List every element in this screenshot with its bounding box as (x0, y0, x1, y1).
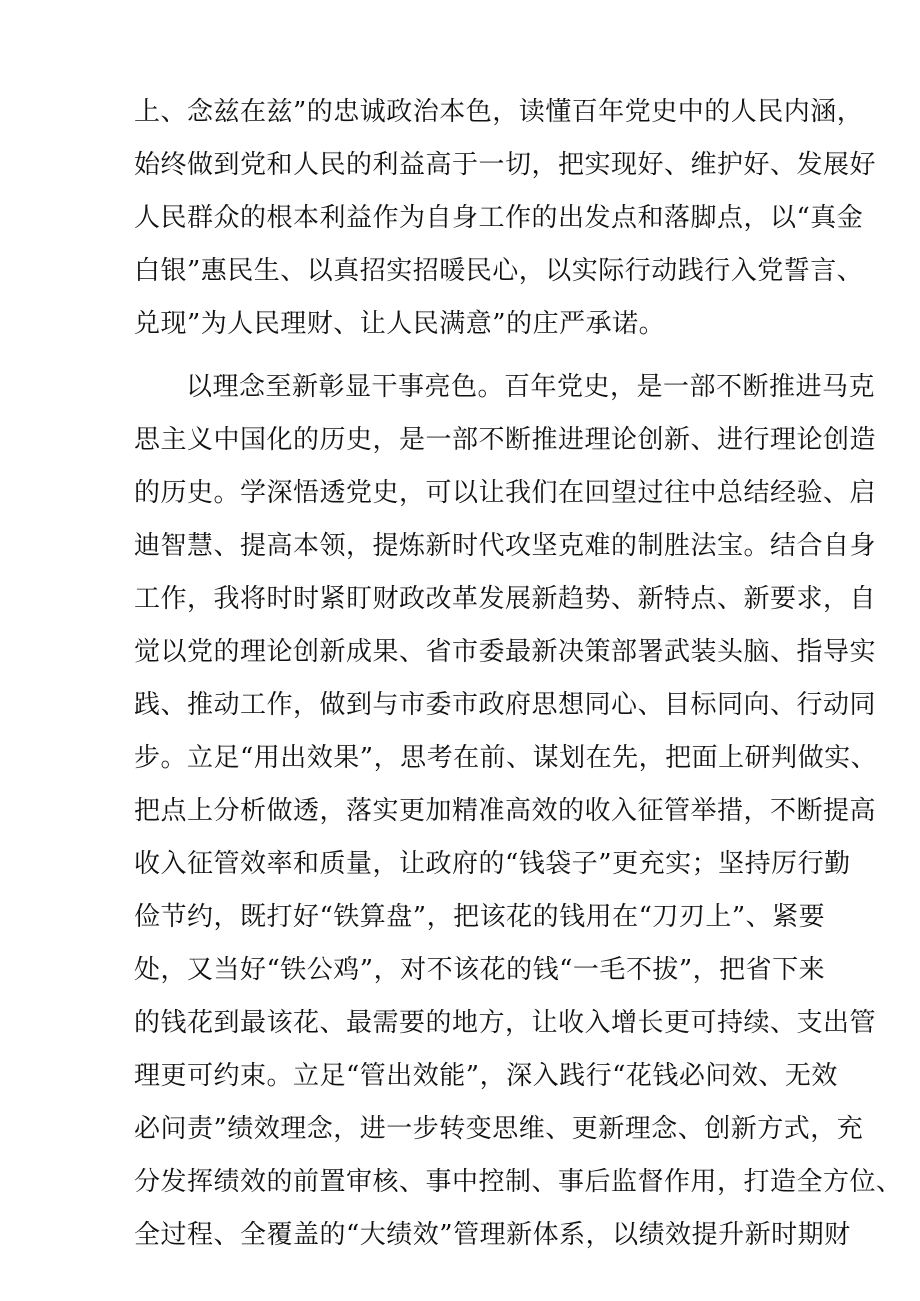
paragraph-2-line-14: 理更可约束。立足“管出效能”，深入践行“花钱必问效、无效 (134, 1061, 838, 1091)
paragraph-1-line-2: 始终做到党和人民的利益高于一切，把实现好、维护好、发展好 (134, 150, 877, 180)
paragraph-1-line-3: 人民群众的根本利益作为自身工作的出发点和落脚点，以“真金 (134, 203, 864, 233)
paragraph-2-line-15: 必问责”绩效理念，进一步转变思维、更新理念、创新方式，充 (134, 1114, 864, 1144)
paragraph-1-line-1: 上、念兹在兹”的忠诚政治本色，读懂百年党史中的人民内涵， (134, 97, 864, 127)
paragraph-2-line-1: 以理念至新彰显干事亮色。百年党史，是一部不断推进马克 (186, 372, 876, 402)
paragraph-1-line-4: 白银”惠民生、以真招实招暖民心，以实际行动践行入党誓言、 (134, 256, 864, 286)
paragraph-2-line-13: 的钱花到最该花、最需要的地方，让收入增长更可持续、支出管 (134, 1008, 877, 1038)
paragraph-2-line-10: 收入征管效率和质量，让政府的“钱袋子”更充实；坚持厉行勤 (134, 849, 851, 879)
paragraph-2-line-12: 处，又当好“铁公鸡”，对不该花的钱“一毛不拔”，把省下来 (134, 955, 826, 985)
paragraph-2-line-16: 分发挥绩效的前置审核、事中控制、事后监督作用，打造全方位、 (134, 1167, 903, 1197)
paragraph-2-line-6: 觉以党的理论创新成果、省市委最新决策部署武装头脑、指导实 (134, 637, 877, 667)
paragraph-2-line-5: 工作，我将时时紧盯财政改革发展新趋势、新特点、新要求，自 (134, 584, 877, 614)
paragraph-2-line-17: 全过程、全覆盖的“大绩效”管理新体系，以绩效提升新时期财 (134, 1220, 851, 1250)
paragraph-2-line-3: 的历史。学深悟透党史，可以让我们在回望过往中总结经验、启 (134, 478, 877, 508)
paragraph-2-line-2: 思主义中国化的历史，是一部不断推进理论创新、进行理论创造 (134, 425, 877, 455)
paragraph-2-line-11: 俭节约，既打好“铁算盘”，把该花的钱用在“刀刃上”、紧要 (134, 902, 826, 932)
paragraph-2-line-4: 迪智慧、提高本领，提炼新时代攻坚克难的制胜法宝。结合自身 (134, 531, 877, 561)
paragraph-2-line-7: 践、推动工作，做到与市委市政府思想同心、目标同向、行动同 (134, 690, 877, 720)
paragraph-2-line-8: 步。立足“用出效果”，思考在前、谋划在先，把面上研判做实、 (134, 743, 878, 773)
paragraph-1-line-5: 兑现”为人民理财、让人民满意”的庄严承诺。 (134, 309, 666, 339)
paragraph-2-line-9: 把点上分析做透，落实更加精准高效的收入征管举措，不断提高 (134, 796, 877, 826)
